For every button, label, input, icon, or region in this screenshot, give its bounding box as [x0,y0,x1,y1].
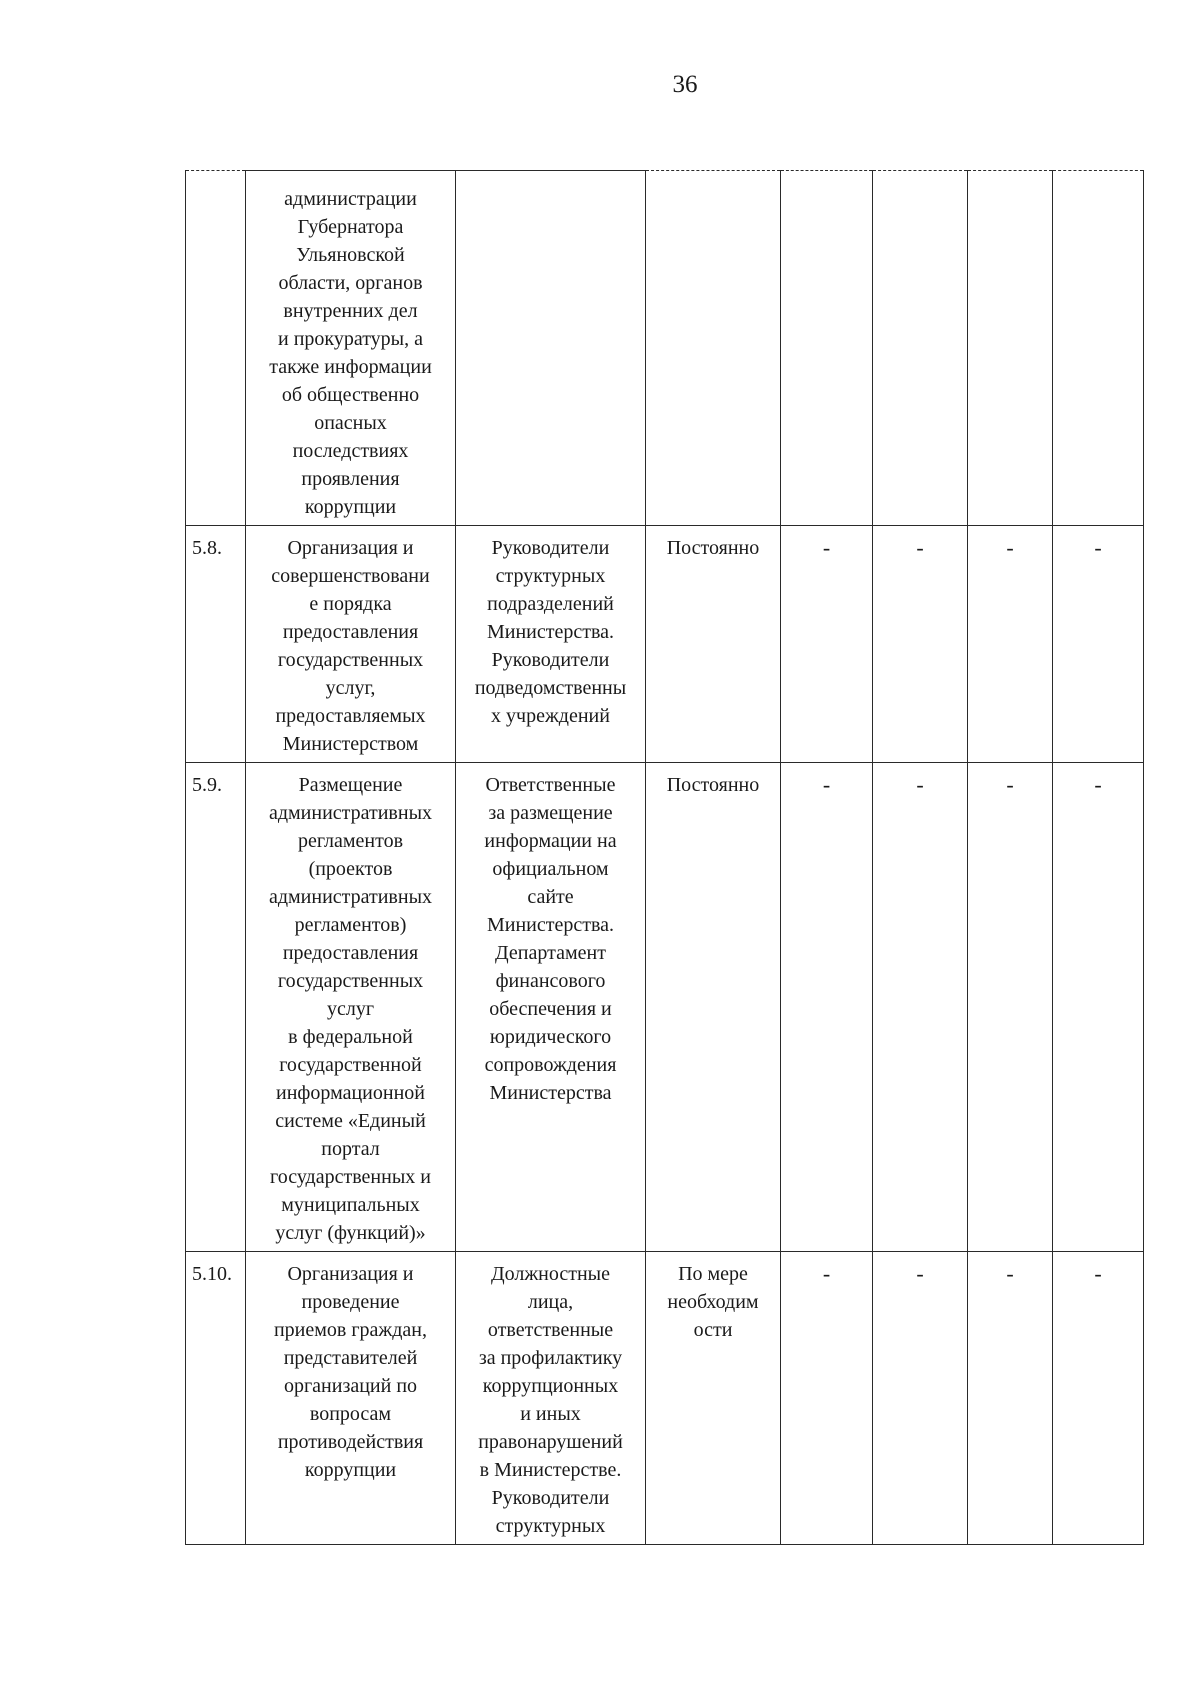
indicator-cell [873,171,968,526]
responsible-persons-line: структурных [495,1515,606,1537]
plan-table-body [186,171,1144,1545]
table-row [186,1252,1144,1545]
event-description-cell [246,763,456,1252]
deadline-cell [646,763,781,1252]
event-description-line: коррупции [304,496,397,518]
event-description-line: приемов граждан, [273,1319,428,1341]
event-description-line: Организация и [287,1263,414,1285]
event-description-line: коррупции [304,1459,397,1481]
event-description-line: Министерством [282,733,419,755]
indicator-cell [1053,171,1144,526]
responsible-persons-line: и иных [520,1403,581,1425]
event-description-line: проведение [301,1291,400,1313]
event-description-line: государственной [279,1054,422,1076]
indicator-cell: - [781,526,873,763]
event-description-line: в федеральной [288,1026,413,1048]
responsible-persons-cell [456,763,646,1252]
responsible-persons-line: информации на [484,830,617,852]
responsible-persons-cell [456,1252,646,1545]
event-description-line: портал [321,1138,380,1160]
responsible-persons-line: Министерства [489,1082,612,1104]
indicator-cell: - [968,763,1053,1252]
event-description-line: противодействия [277,1431,424,1453]
deadline-line: Постоянно [666,537,760,559]
event-description-line: Ульяновской [296,244,405,266]
event-description-line: услуг [326,998,375,1020]
event-description-line: е порядка [309,593,392,615]
event-description-line: организаций по [283,1375,418,1397]
responsible-persons-line: юридического [489,1026,612,1048]
event-description-line: государственных и [270,1166,431,1188]
event-description-line: также информации [269,356,432,378]
deadline-cell [646,1252,781,1545]
event-description-line: государственных [277,649,424,671]
event-description-line: (проектов [308,858,393,880]
page-number: 36 [672,71,698,98]
event-description-cell [246,1252,456,1545]
anticorruption-plan-table [185,170,1144,1545]
responsible-persons-line: Министерства. [486,621,615,643]
event-description-line: административных [268,886,433,908]
table-row [186,526,1144,763]
responsible-persons-line: Департамент [495,942,606,964]
indicator-cell: - [1053,1252,1144,1545]
deadline-cell [646,171,781,526]
indicator-cell: - [781,1252,873,1545]
responsible-persons-line: финансового [495,970,606,992]
event-description-line: Губернатора [297,216,404,238]
event-description-line: предоставления [282,942,419,964]
responsible-persons-line: Руководители [491,649,610,671]
event-description-line: Организация и [287,537,414,559]
responsible-persons-line: подведомственны [474,677,627,699]
responsible-persons-line: обеспечения и [489,998,612,1020]
responsible-persons-line: за размещение [488,802,613,824]
indicator-cell: - [873,526,968,763]
responsible-persons-line: коррупционных [482,1375,619,1397]
indicator-cell: - [968,1252,1053,1545]
responsible-persons-line: сопровождения [484,1054,617,1076]
table-row [186,763,1144,1252]
responsible-persons-line: официальном [492,858,609,880]
event-description-line: вопросам [309,1403,392,1425]
responsible-persons-line: ответственные [487,1319,614,1341]
indicator-cell: - [968,526,1053,763]
event-description-line: системе «Единый [275,1110,426,1132]
responsible-persons-line: структурных [495,565,606,587]
event-description-line: регламентов [297,830,404,852]
event-description-line: услуг, [325,677,376,699]
responsible-persons-line: подразделений [487,593,614,615]
indicator-cell: - [1053,526,1144,763]
deadline-line: необходим [667,1291,759,1313]
item-number: 5.10. [186,1252,246,1545]
event-description-line: последствиях [292,440,409,462]
event-description-line: административных [268,802,433,824]
event-description-line: представителей [283,1347,418,1369]
event-description-line: администрации [284,188,417,210]
deadline-line: ости [693,1319,733,1341]
event-description-cell [246,526,456,763]
event-description-line: информационной [276,1082,425,1104]
event-description-line: проявления [301,468,400,490]
indicator-cell [781,171,873,526]
responsible-persons-line: за профилактику [478,1347,623,1369]
responsible-persons-cell [456,171,646,526]
event-description-line: услуг (функций)» [275,1222,426,1244]
indicator-cell: - [1053,763,1144,1252]
event-description-line: об общественно [281,384,420,406]
item-number: 5.9. [186,763,246,1252]
event-description-line: государственных [277,970,424,992]
event-description-cell [246,171,456,526]
event-description-line: регламентов) [294,914,407,936]
indicator-cell: - [873,1252,968,1545]
deadline-line: По мере [678,1263,748,1285]
event-description-line: опасных [314,412,387,434]
responsible-persons-line: в Министерстве. [479,1459,622,1481]
item-number: 5.8. [186,526,246,763]
responsible-persons-line: Руководители [491,1487,610,1509]
deadline-cell [646,526,781,763]
responsible-persons-line: Должностные [490,1263,610,1285]
responsible-persons-line: Руководители [491,537,610,559]
responsible-persons-line: х учреждений [491,705,610,727]
event-description-line: области, органов [278,272,423,294]
responsible-persons-line: правонарушений [478,1431,623,1453]
indicator-cell: - [781,763,873,1252]
event-description-line: предоставляемых [275,705,426,727]
responsible-persons-cell [456,526,646,763]
deadline-line: Постоянно [666,774,760,796]
responsible-persons-line: сайте [527,886,574,908]
responsible-persons-line: Министерства. [486,914,615,936]
indicator-cell [968,171,1053,526]
responsible-persons-line: Ответственные [485,774,616,796]
responsible-persons-line: лица, [527,1291,574,1313]
event-description-line: и прокуратуры, а [278,328,423,350]
table-row [186,171,1144,526]
event-description-line: Размещение [298,774,403,796]
event-description-line: муниципальных [281,1194,420,1216]
indicator-cell: - [873,763,968,1252]
item-number [186,171,246,526]
event-description-line: предоставления [282,621,419,643]
event-description-line: внутренних дел [283,300,418,322]
event-description-line: совершенствовани [271,565,430,587]
